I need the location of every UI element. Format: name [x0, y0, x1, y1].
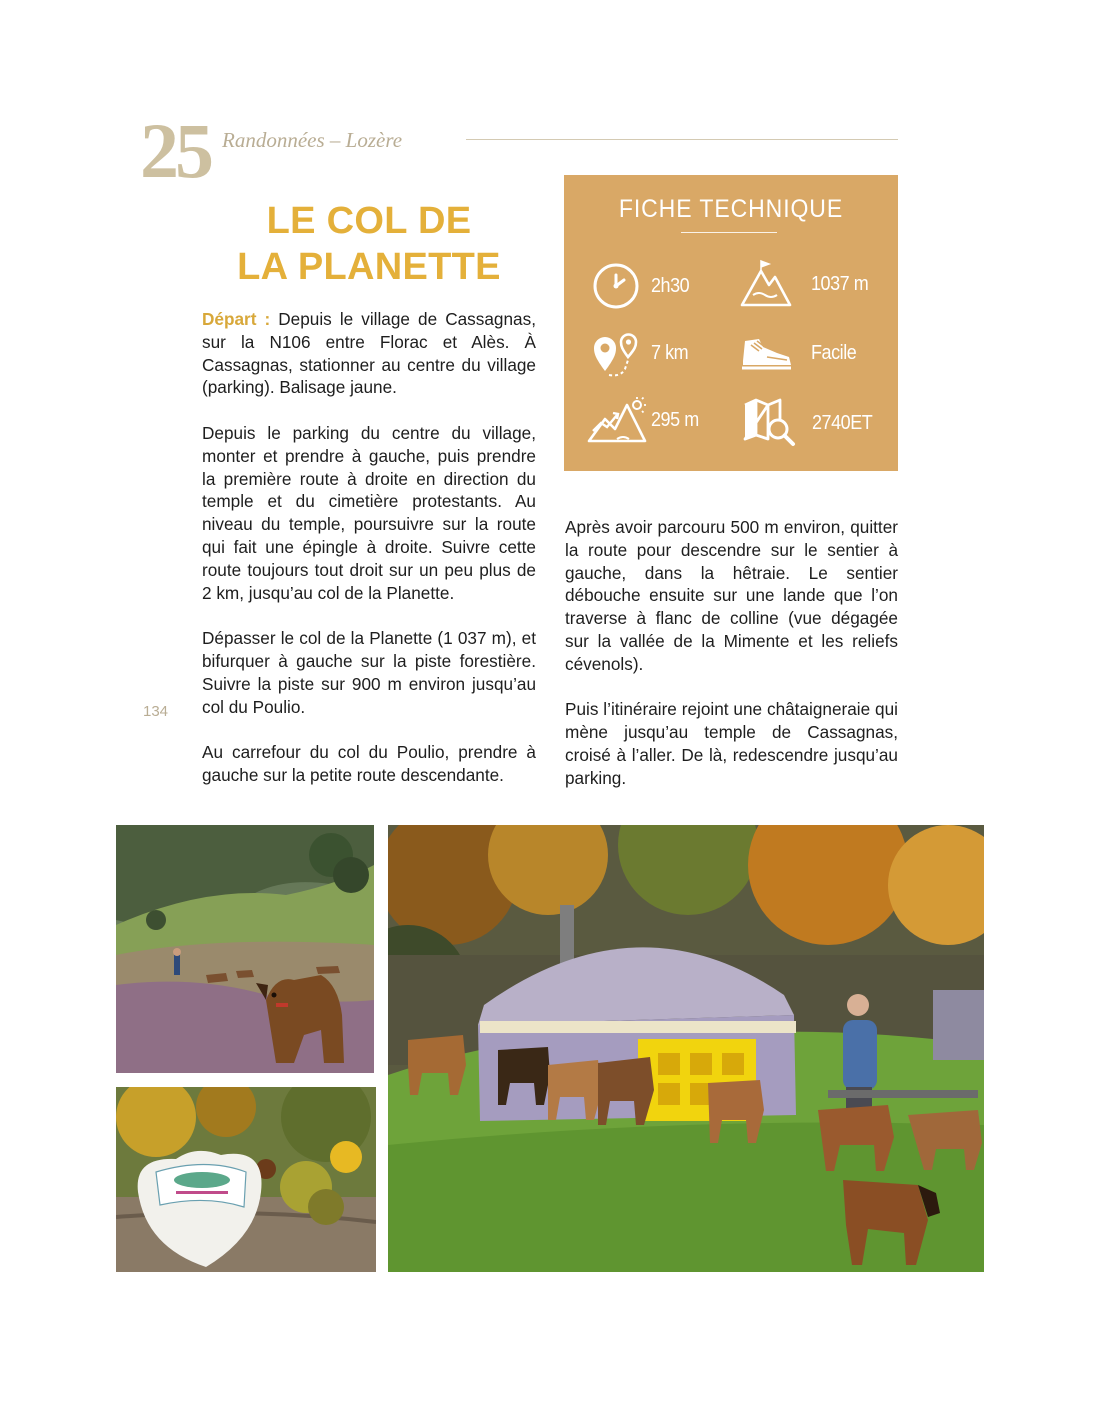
paragraph-5: Puis l’itinéraire rejoint une châtaigneraie qui mène jusqu’au temple de Cassagnas, croisé à l’aller. De là, redescendre jusqu’au parking.	[565, 699, 898, 788]
series-title: Randonnées – Lozère	[222, 128, 403, 152]
fiche-item-altitude	[739, 259, 875, 309]
page-title	[202, 198, 536, 290]
depart-label: Départ :	[202, 309, 271, 329]
text-column-right	[565, 516, 898, 790]
elevation-gain-value: 295 m	[651, 408, 699, 431]
paragraph-4: Après avoir parcouru 500 m environ, quitter la route pour descendre sur le sentier à gauche, dans la hêtraie. Le sentier débouche ensuite sur une lande que l’on traverse à flanc de colline (vue dégagée sur la vallée de la Mimente et les reliefs cévenols).	[565, 517, 898, 674]
distance-value: 7 km	[651, 341, 689, 364]
summit-icon	[739, 259, 793, 309]
paragraph-2: Dépasser le col de la Planette (1 037 m), et bifurquer à gauche sur la piste forestière. Suivre la piste sur 900 m environ jusqu’au col du Poulio.	[202, 628, 536, 717]
page-title-line-1: LE COL DE	[266, 200, 472, 242]
hiking-shoe-icon	[739, 333, 793, 373]
goats-on-hillside-photo	[116, 825, 374, 1073]
goat-cheese-chestnuts-photo	[116, 1087, 376, 1272]
elevation-gain-icon	[587, 395, 649, 445]
fiche-title: FICHE TECHNIQUE	[618, 195, 844, 223]
depart-paragraph	[202, 308, 536, 399]
fiche-divider	[681, 232, 777, 233]
fiche-item-map	[742, 397, 879, 449]
page-number: 134	[143, 703, 169, 720]
yurt-with-goats-photo	[388, 825, 984, 1272]
clock-icon	[591, 261, 641, 311]
series-number: 25	[140, 107, 210, 194]
fiche-item-duration	[591, 261, 694, 311]
fiche-item-distance	[591, 327, 692, 379]
map-reference-value: 2740ET	[812, 411, 873, 434]
fiche-item-elevation-gain	[587, 395, 704, 445]
fiche-technique-panel	[564, 175, 898, 471]
paragraph-1: Depuis le parking du centre du village, monter et prendre à gauche, puis prendre la première route à droite en direction du temple et du cimetière protestants. Au niveau du temple, poursuivre sur la route qui fait une épingle à droite. Suivre cette route toujours tout droit sur un peu plus de 2 km, jusqu’au col de la Planette.	[202, 422, 536, 603]
page-title-line-2: LA PLANETTE	[237, 246, 501, 288]
text-column-left	[202, 308, 536, 787]
distance-pin-icon	[591, 327, 641, 379]
altitude-value: 1037 m	[811, 272, 869, 295]
difficulty-value: Facile	[811, 341, 857, 364]
map-search-icon	[742, 397, 796, 449]
header-divider	[466, 139, 898, 140]
duration-value: 2h30	[651, 274, 690, 297]
fiche-item-difficulty	[739, 333, 861, 373]
depart-text: Depuis le village de Cassagnas, sur la N106 entre Florac et Alès. À Cassagnas, stationner au centre du village (parking). Balisage jaune.	[202, 309, 536, 398]
paragraph-3: Au carrefour du col du Poulio, prendre à gauche sur la petite route descendante.	[202, 742, 536, 785]
